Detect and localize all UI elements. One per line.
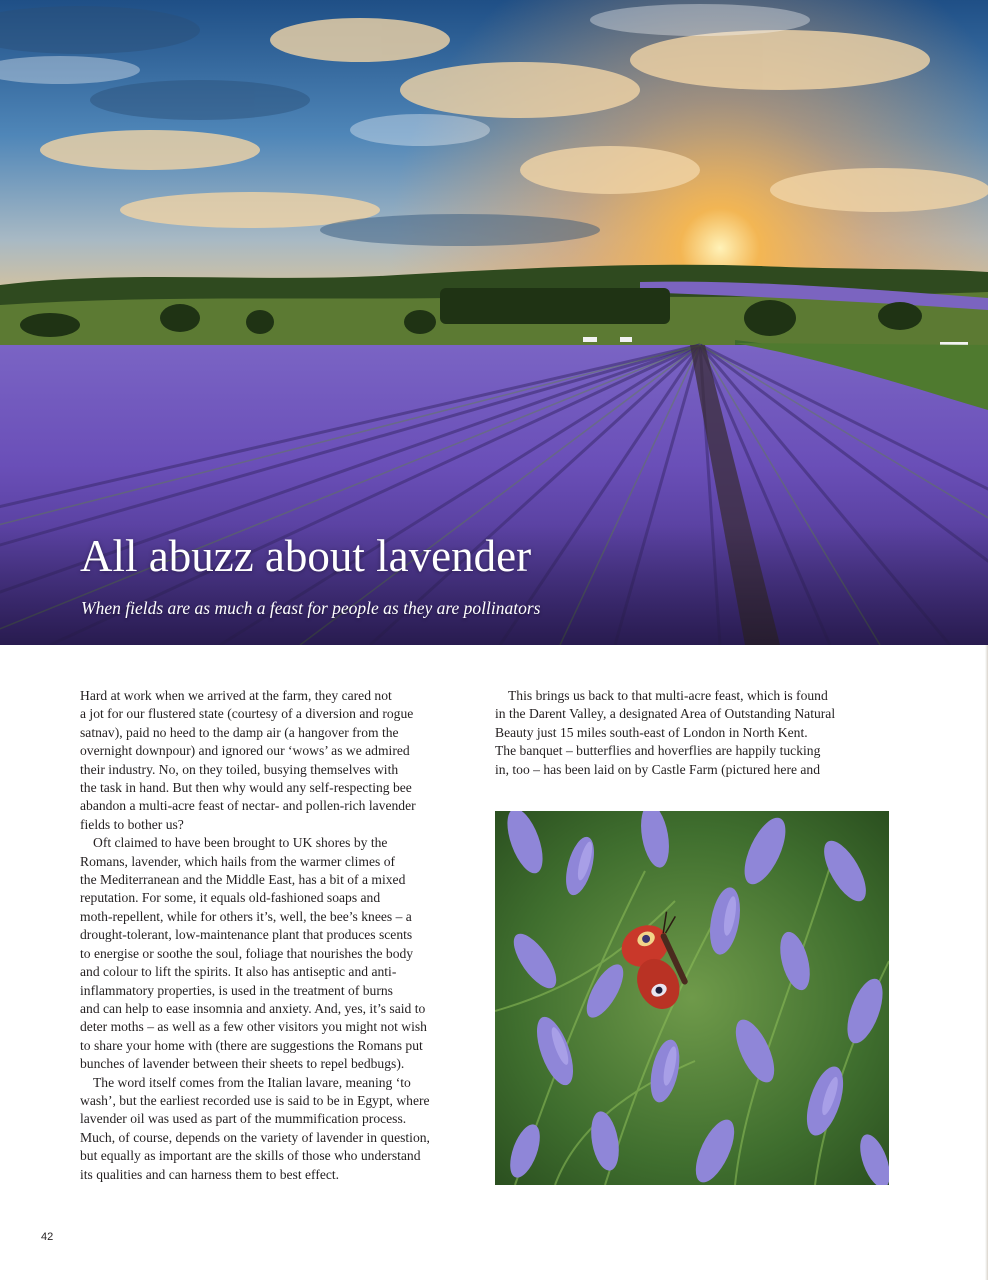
article-title: All abuzz about lavender (80, 531, 532, 581)
body-line: Romans, lavender, which hails from the warmer climes of (80, 853, 396, 869)
body-line: moth-repellent, while for others it’s, well, the bee’s knees – a (80, 908, 412, 924)
body-line: drought-tolerant, low-maintenance plant that produces scents (80, 927, 413, 943)
body-line: inflammatory properties, is used in the treatment of burns (80, 982, 393, 998)
body-line: abandon a multi-acre feast of nectar- and pollen-rich lavender (80, 798, 416, 814)
article-subtitle: When fields are as much a feast for people as they are pollinators (81, 598, 541, 618)
body-line: Much, of course, depends on the variety of lavender in question, (80, 1129, 430, 1145)
body-line: deter moths – as well as a few other visitors you might not wish (80, 1019, 427, 1035)
body-line: reputation. For some, it equals old-fashioned soaps and (80, 890, 381, 906)
body-line: The word itself comes from the Italian lavare, meaning ‘to (93, 1074, 411, 1090)
body-line: in, too – has been laid on by Castle Farm (pictured here and (495, 761, 821, 777)
body-line: to energise or soothe the soul, foliage that nourishes the body (80, 945, 414, 961)
body-column-left (80, 687, 475, 1184)
body-line: fields to bother us? (80, 816, 184, 832)
body-column-right (495, 687, 890, 779)
page-number: 42 (41, 1231, 54, 1243)
body-line: Oft claimed to have been brought to UK shores by the (93, 835, 388, 851)
body-line: its qualities and can harness them to best effect. (80, 1166, 340, 1182)
body-line: The banquet – butterflies and hoverflies are happily tucking (495, 743, 821, 759)
body-line: a jot for our flustered state (courtesy of a diversion and rogue (80, 706, 414, 722)
body-line: Beauty just 15 miles south-east of London in North Kent. (495, 724, 808, 740)
body-line: satnav), paid no heed to the damp air (a hangover from the (80, 724, 399, 740)
body-line: the task in hand. But then why would any self-respecting bee (80, 780, 412, 796)
photo-butterfly-on-lavender (495, 811, 889, 1185)
body-line: and can help to ease insomnia and anxiety. And, yes, it’s said to (80, 1000, 426, 1016)
body-line: bunches of lavender between their sheets to repel bedbugs). (80, 1056, 405, 1072)
body-line: in the Darent Valley, a designated Area of Outstanding Natural (495, 706, 836, 722)
body-line: This brings us back to that multi-acre feast, which is found (508, 688, 828, 703)
body-line: and colour to lift the spirits. It also has antiseptic and anti- (80, 964, 397, 980)
body-line: the Mediterranean and the Middle East, has a bit of a mixed (80, 872, 406, 888)
body-line: wash’, but the earliest recorded use is said to be in Egypt, where (80, 1092, 430, 1108)
body-line: lavender oil was used as part of the mummification process. (80, 1111, 407, 1127)
body-line: to share your home with (there are suggestions the Romans put (80, 1037, 423, 1053)
body-line: their industry. No, on they toiled, busying themselves with (80, 761, 399, 777)
butterfly-lavender-illustration (495, 811, 889, 1185)
body-line: but equally as important are the skills of those who understand (80, 1148, 421, 1164)
body-line: overnight downpour) and ignored our ‘wows’ as we admired (80, 743, 410, 759)
body-line: Hard at work when we arrived at the farm, they cared not (80, 688, 392, 703)
